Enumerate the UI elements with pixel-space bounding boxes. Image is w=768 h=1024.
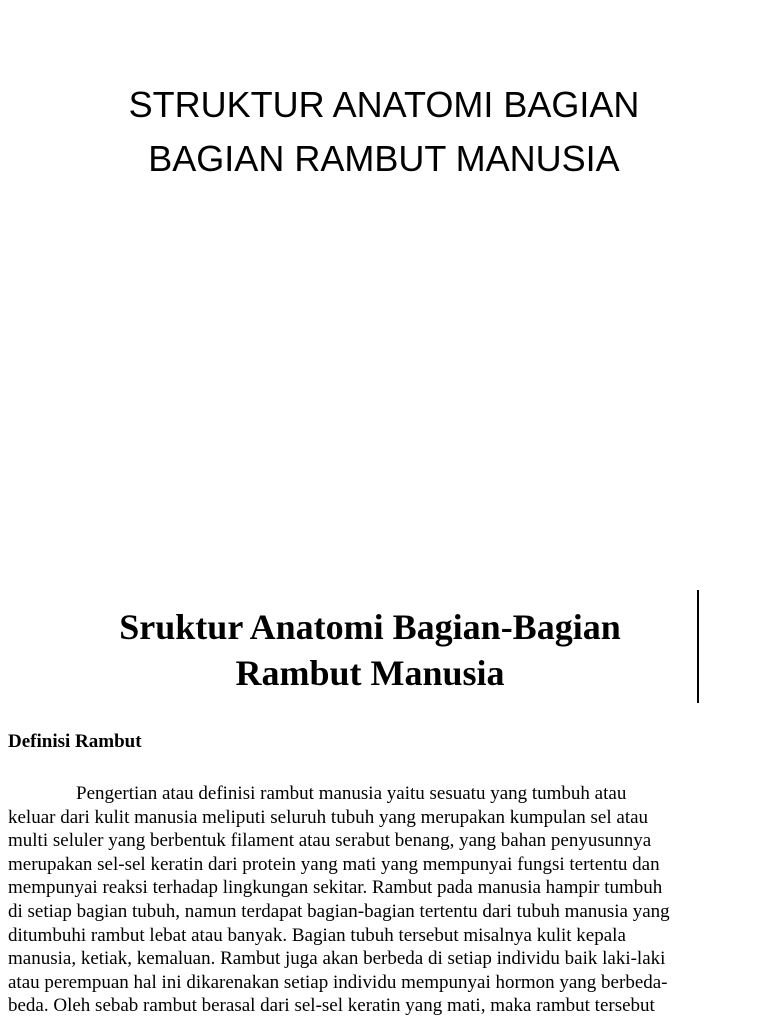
- paragraph-line: beda. Oleh sebab rambut berasal dari sel-sel keratin yang mati, maka rambut tersebut: [8, 995, 655, 1017]
- cover-title-line: STRUKTUR ANATOMI BAGIAN: [128, 84, 640, 125]
- paragraph-line: di setiap bagian tubuh, namun terdapat bagian-bagian tertentu dari tubuh manusia yang: [8, 900, 670, 922]
- paragraph-line: ditumbuhi rambut lebat atau banyak. Bagian tubuh tersebut misalnya kulit kepala: [8, 924, 626, 946]
- cover-title-line: BAGIAN RAMBUT MANUSIA: [148, 138, 620, 179]
- cover-title: [0, 78, 768, 186]
- paragraph-line: multi seluler yang berbentuk filament atau serabut benang, yang bahan penyusunnya: [8, 830, 652, 852]
- section-heading: Definisi Rambut: [8, 731, 142, 752]
- definition-paragraph: [8, 782, 760, 1018]
- paragraph-line: merupakan sel-sel keratin dari protein yang mati yang mempunyai fungsi tertentu dan: [8, 853, 660, 875]
- paragraph-line: mempunyai reaksi terhadap lingkungan sekitar. Rambut pada manusia hampir tumbuh: [8, 877, 663, 899]
- document-heading: [0, 604, 740, 696]
- document-heading-line: Sruktur Anatomi Bagian-Bagian: [119, 607, 621, 647]
- paragraph-line: manusia, ketiak, kemaluan. Rambut juga akan berbeda di setiap individu baik laki-laki: [8, 948, 666, 970]
- paragraph-line: Pengertian atau definisi rambut manusia yaitu sesuatu yang tumbuh atau: [76, 783, 627, 804]
- paragraph-line: keluar dari kulit manusia meliputi seluruh tubuh yang merupakan kumpulan sel atau: [8, 806, 649, 828]
- paragraph-line: atau perempuan hal ini dikarenakan setiap individu mempunyai hormon yang berbeda-: [8, 971, 668, 993]
- document-heading-line: Rambut Manusia: [235, 653, 505, 693]
